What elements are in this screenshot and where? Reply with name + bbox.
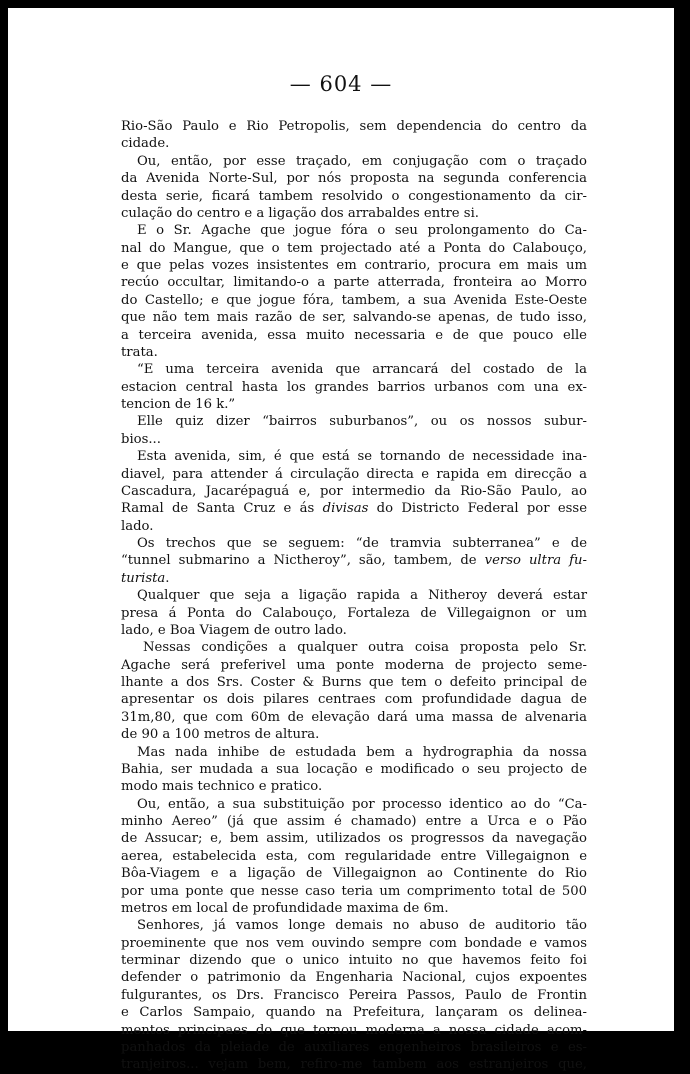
italic-text: verso ultra fu- bbox=[484, 553, 587, 569]
text-line: lhante a dos Srs. Coster & Burns que tem o defeito principal de bbox=[121, 675, 587, 690]
text-line: bios... bbox=[121, 431, 161, 447]
text-line: metros em local de profundidade maxima de 6m. bbox=[121, 900, 449, 916]
text-run: do Districto Federal por esse bbox=[368, 501, 587, 517]
text-line bbox=[121, 552, 587, 569]
body-text bbox=[121, 118, 587, 1074]
text-run: Ramal de Santa Cruz e ás bbox=[121, 501, 323, 517]
text-run: . bbox=[165, 570, 170, 586]
paragraph-start: Senhores, já vamos longe demais no abuso de auditorio tão bbox=[137, 918, 587, 934]
paragraph-start: Qualquer que seja a ligação rapida a Nitheroy deverá estar bbox=[137, 588, 587, 604]
text-line: e Carlos Sampaio, quando na Prefeitura, lançaram os delinea- bbox=[121, 1005, 587, 1021]
text-line: Cascadura, Jacarépaguá e, por intermedio da Rio-São Paulo, ao bbox=[121, 483, 587, 499]
text-line: culação do centro e a ligação dos arrabaldes entre si. bbox=[121, 205, 479, 221]
text-line: trata. bbox=[121, 344, 158, 360]
text-line: Agache será preferivel uma ponte moderna de projecto seme- bbox=[121, 657, 587, 673]
text-line: do Castello; e que jogue fóra, tambem, a sua Avenida Este-Oeste bbox=[121, 292, 587, 308]
text-line: presa á Ponta do Calabouço, Fortaleza de Villegaignon or um bbox=[121, 605, 587, 621]
text-line: de Assucar; e, bem assim, utilizados os progressos da navegação bbox=[121, 831, 587, 847]
paragraph-start: Elle quiz dizer “bairros suburbanos”, ou os nossos subur- bbox=[137, 414, 587, 430]
italic-text: divisas bbox=[322, 501, 369, 517]
text-line: Rio-São Paulo e Rio Petropolis, sem dependencia do centro da bbox=[121, 119, 587, 134]
text-line: minho Aereo” (já que assim é chamado) entre a Urca e o Pão bbox=[121, 814, 587, 829]
text-line: diavel, para attender á circulação directa e rapida em direcção a bbox=[121, 466, 587, 482]
text-line: que não tem mais razão de ser, salvando-se apenas, de tudo isso, bbox=[121, 310, 587, 326]
text-line: panhados da pleiade de auxiliares engenheiros brasileiros e es- bbox=[121, 1039, 587, 1055]
paragraph-start: Ou, então, a sua substituição por processo identico ao do “Ca- bbox=[137, 796, 587, 812]
text-line: fulgurantes, os Drs. Francisco Pereira Passos, Paulo de Frontin bbox=[121, 987, 587, 1003]
text-line bbox=[121, 570, 587, 587]
text-line: terminar dizendo que o unico intuito no que havemos feito foi bbox=[121, 953, 587, 968]
text-run: “tunnel submarino a Nictheroy”, são, tambem, de bbox=[121, 553, 485, 569]
text-line: tencion de 16 k.” bbox=[121, 397, 236, 412]
paragraph-start: Os trechos que se seguem: “de tramvia subterranea” e de bbox=[137, 536, 587, 551]
paragraph-start: Mas nada inhibe de estudada bem a hydrographia da nossa bbox=[137, 744, 587, 760]
text-line: lado. bbox=[121, 518, 154, 534]
text-line: cidade. bbox=[121, 136, 170, 152]
text-line: Bôa-Viagem e a ligação de Villegaignon ao Continente do Rio bbox=[121, 866, 587, 882]
text-line: proeminente que nos vem ouvindo sempre com bondade e vamos bbox=[121, 935, 587, 951]
italic-text: turista bbox=[121, 570, 166, 586]
text-line: apresentar os dois pilares centraes com profundidade dagua de bbox=[121, 692, 587, 708]
text-line: por uma ponte que nesse caso teria um comprimento total de 500 bbox=[121, 883, 587, 899]
text-line: a terceira avenida, essa muito necessaria e de que pouco elle bbox=[121, 327, 587, 343]
book-page bbox=[8, 8, 674, 1073]
text-line: aerea, estabelecida esta, com regularidade entre Villegaignon e bbox=[121, 848, 587, 864]
text-line: Bahia, ser mudada a sua locação e modificado o seu projecto de bbox=[121, 761, 587, 777]
text-line: 31m,80, que com 60m de elevação dará uma massa de alvenaria bbox=[121, 709, 587, 725]
paragraph-start: Esta avenida, sim, é que está se tornando de necessidade ina- bbox=[137, 449, 587, 465]
quote-start: “E uma terceira avenida que arrancará del costado de la bbox=[137, 362, 587, 378]
text-line: modo mais technico e pratico. bbox=[121, 779, 323, 795]
text-line: nal do Mangue, que o tem projectado até a Ponta do Calabouço, bbox=[121, 240, 587, 256]
text-line bbox=[121, 500, 587, 517]
text-line: tranjeiros... vejam bem, refiro-me tambem aos estranjeiros que, bbox=[121, 1057, 587, 1073]
text-line: defender o patrimonio da Engenharia Nacional, cujos expoentes bbox=[121, 970, 587, 986]
page-number: — 604 — bbox=[289, 72, 393, 96]
text-line: estacion central hasta los grandes barrios urbanos com una ex- bbox=[121, 379, 587, 395]
text-line: recúo occultar, limitando-o a parte atterrada, fronteira ao Morro bbox=[121, 275, 587, 291]
text-line: lado, e Boa Viagem de outro lado. bbox=[121, 622, 347, 638]
paragraph-start: Nessas condições a qualquer outra coisa proposta pelo Sr. bbox=[143, 640, 587, 656]
text-line: mentos principaes do que tornou moderna a nossa cidade acom- bbox=[121, 1022, 587, 1038]
paragraph-start: E o Sr. Agache que jogue fóra o seu prolongamento do Ca- bbox=[137, 223, 587, 239]
text-line: desta serie, ficará tambem resolvido o congestionamento da cir- bbox=[121, 188, 587, 204]
text-line: e que pelas vozes insistentes em contrario, procura em mais um bbox=[121, 258, 587, 273]
text-line: de 90 a 100 metros de altura. bbox=[121, 727, 320, 743]
paragraph-start: Ou, então, por esse traçado, em conjugação com o traçado bbox=[137, 153, 587, 169]
text-line: da Avenida Norte-Sul, por nós proposta na segunda conferencia bbox=[121, 171, 587, 187]
